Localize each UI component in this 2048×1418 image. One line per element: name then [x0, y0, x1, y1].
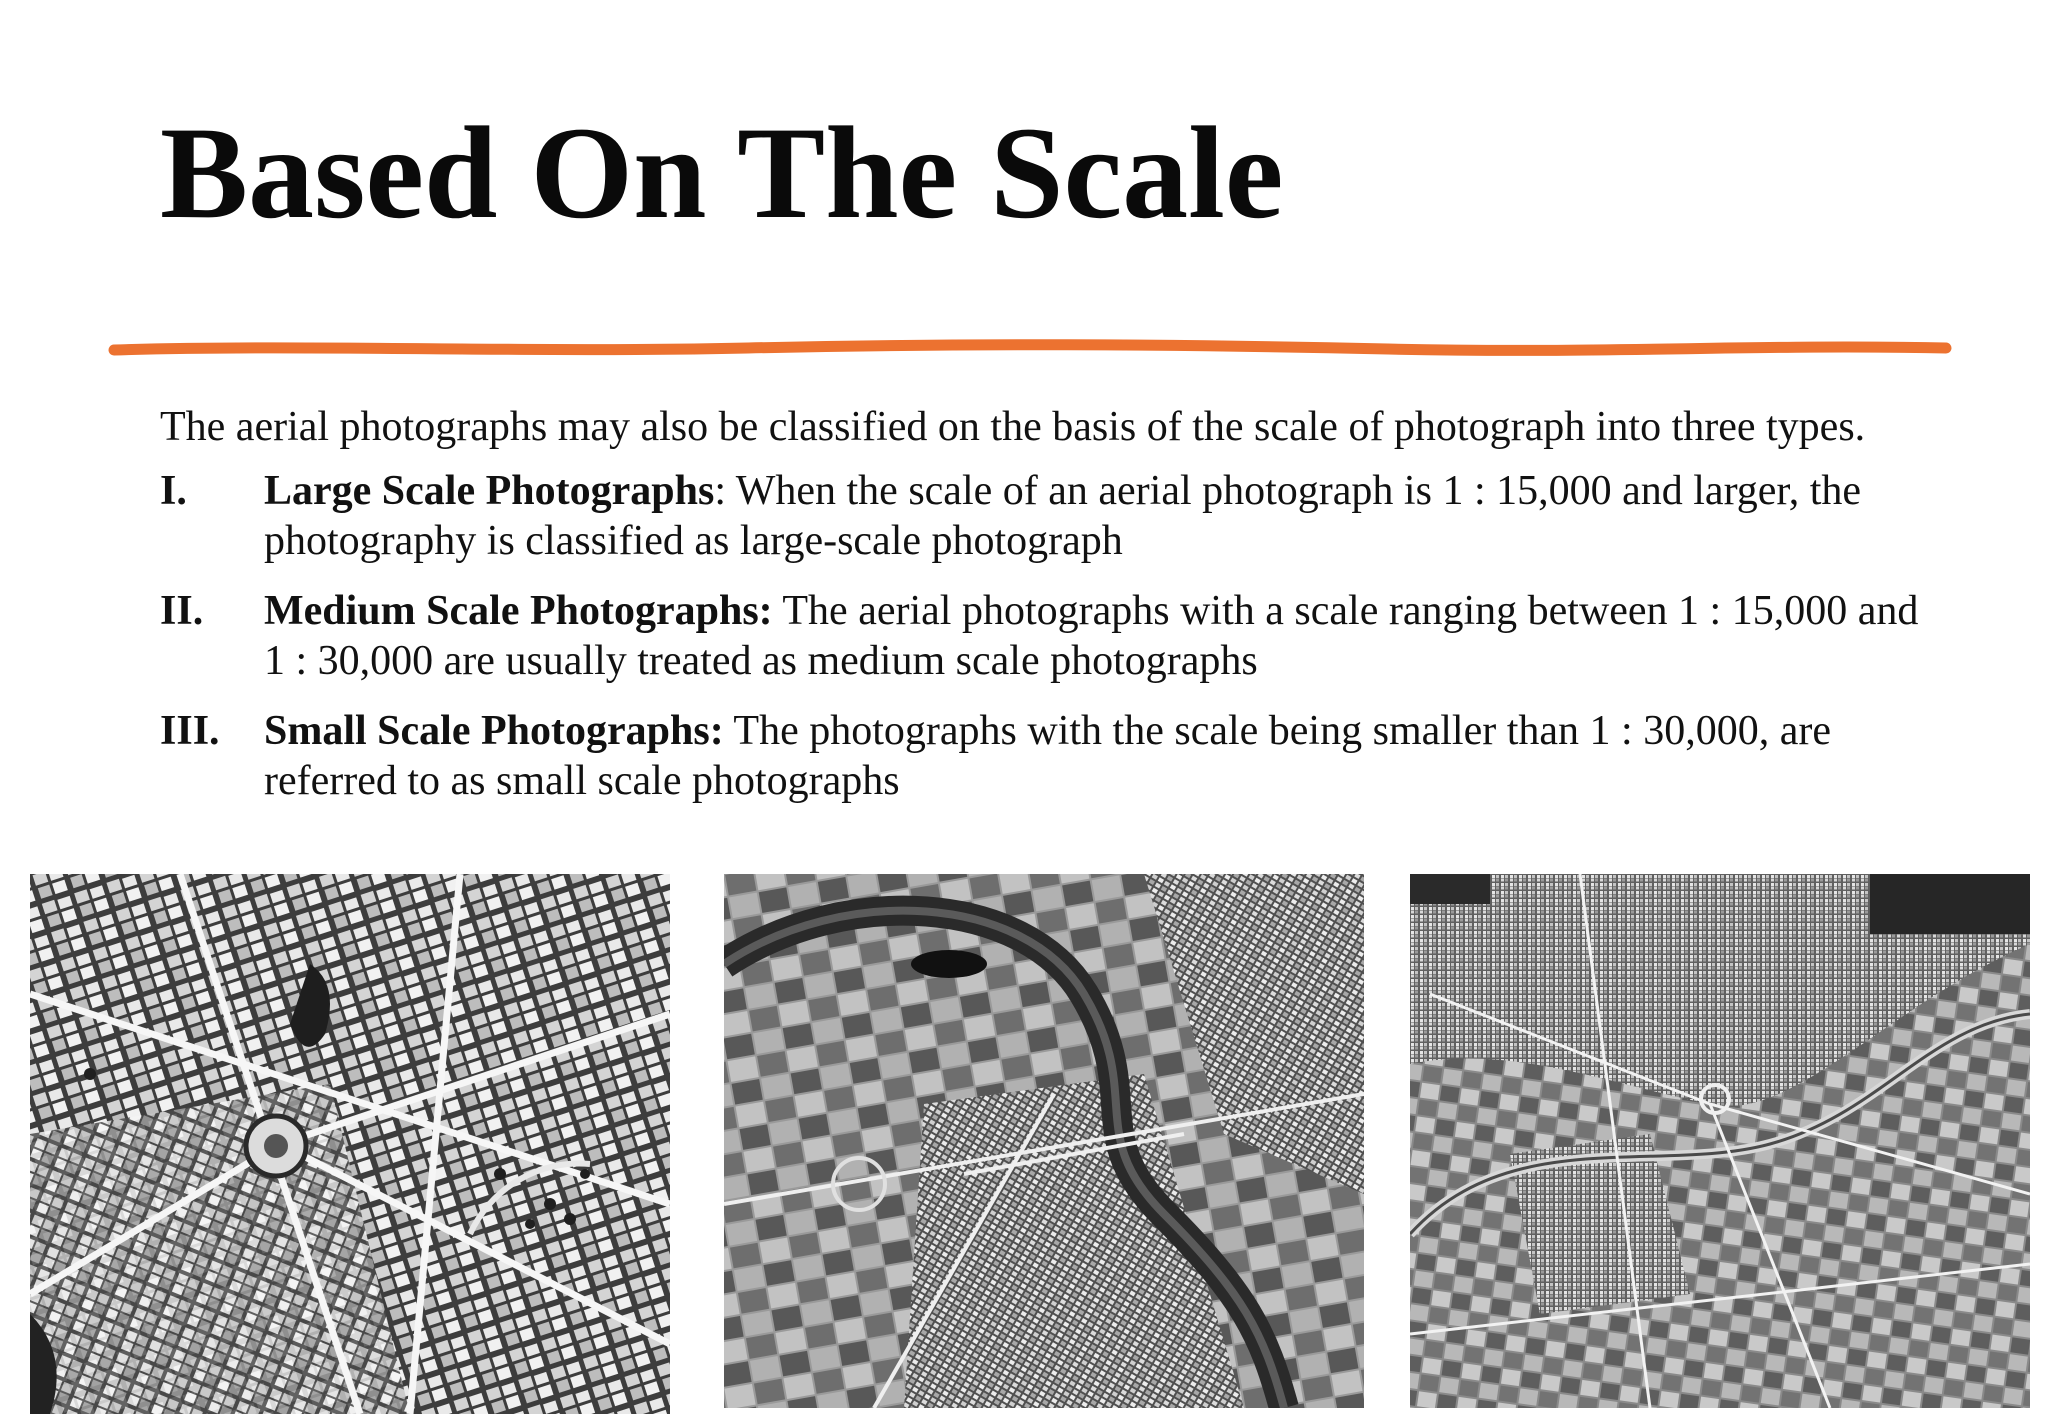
description-large-scale: : When the scale of an aerial photograph is 1 : 15,000 and larger, the photography is classified as large-scale photograph [264, 468, 1862, 564]
large-scale-aerial-photo [30, 874, 670, 1414]
term-medium-scale: Medium Scale Photographs: [264, 588, 773, 634]
list-numeral: I. [160, 468, 187, 514]
list-numeral: III. [160, 708, 220, 754]
medium-scale-aerial-photo [724, 874, 1364, 1408]
list-item-text [264, 706, 1920, 806]
scale-type-list [160, 466, 1920, 806]
list-item-medium-scale [160, 586, 1920, 686]
list-item-large-scale [160, 466, 1920, 566]
slide-body [160, 402, 1920, 826]
list-numeral: II. [160, 588, 204, 634]
list-item-text [264, 586, 1920, 686]
slide-title: Based On The Scale [160, 99, 1284, 246]
title-underline [108, 336, 1952, 360]
term-small-scale: Small Scale Photographs: [264, 708, 724, 754]
list-item-small-scale [160, 706, 1920, 806]
small-scale-aerial-photo [1410, 874, 2030, 1408]
intro-paragraph: The aerial photographs may also be classified on the basis of the scale of photograph into three types. [160, 404, 1866, 450]
description-small-scale: The photographs with the scale being smaller than 1 : 30,000, are referred to as small scale photographs [264, 708, 1831, 804]
term-large-scale: Large Scale Photographs [264, 468, 715, 514]
description-medium-scale: The aerial photographs with a scale ranging between 1 : 15,000 and 1 : 30,000 are usually treated as medium scale photographs [264, 588, 1919, 684]
list-item-text [264, 466, 1920, 566]
